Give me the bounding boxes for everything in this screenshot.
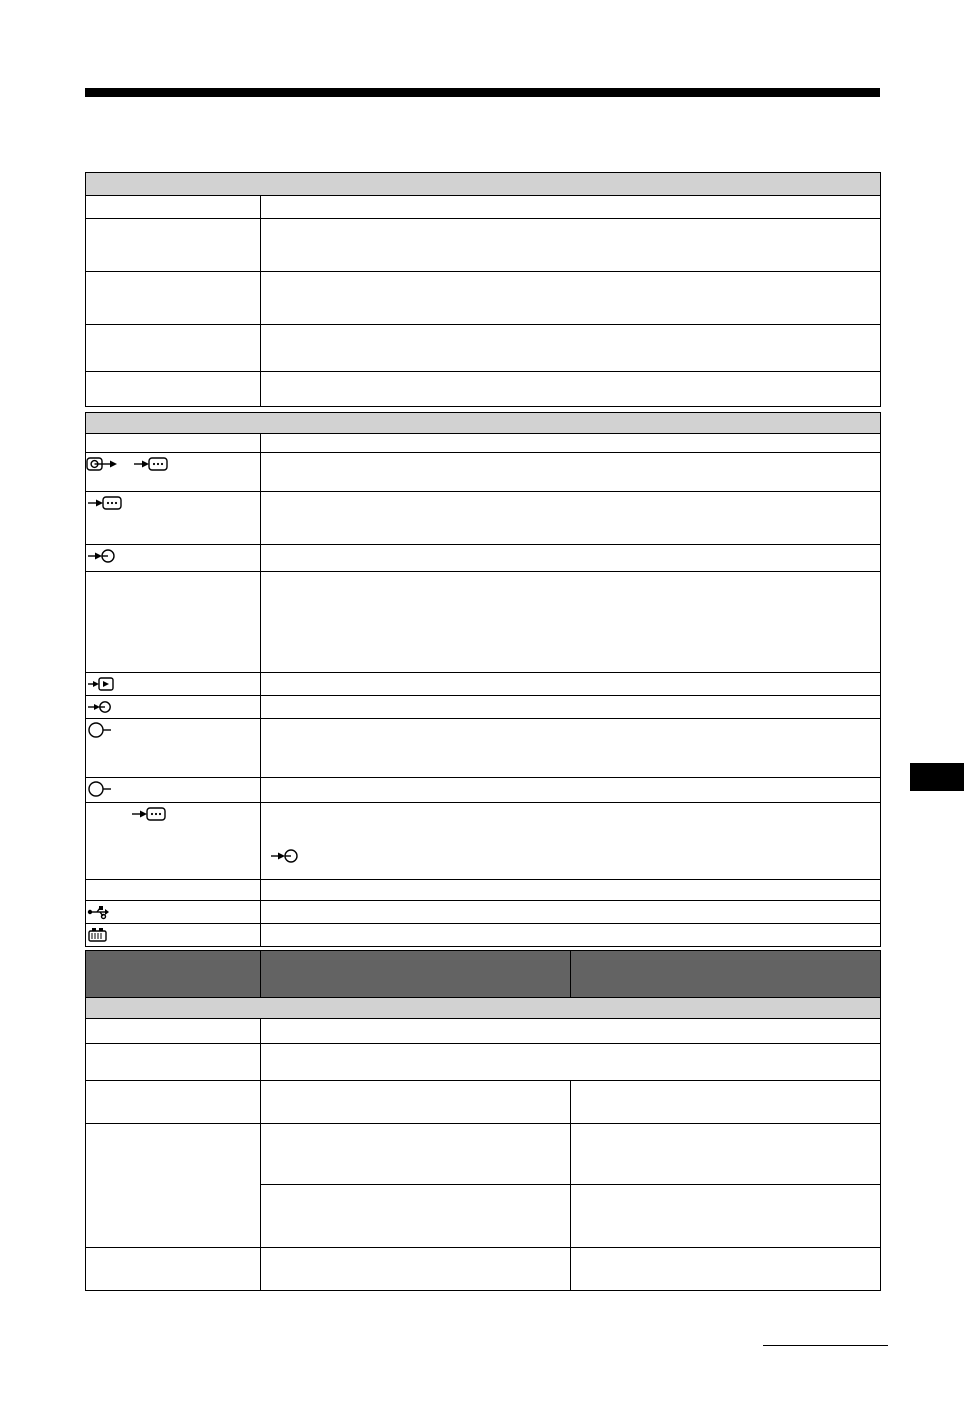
table-three-r3-col2	[571, 1124, 880, 1130]
page-header-rule	[85, 88, 880, 97]
usb-icon	[86, 904, 112, 920]
table-row	[86, 272, 881, 325]
specifications-table-two	[85, 412, 881, 947]
table-two-section-header	[86, 413, 881, 434]
table-row	[86, 719, 881, 778]
table-three-r4-col2	[571, 1185, 880, 1191]
table-one-r2-value	[261, 272, 880, 278]
page-edge-tab-marker	[910, 763, 964, 791]
table-three-r0-value	[261, 1019, 880, 1025]
table-three-r1-value	[261, 1044, 880, 1050]
table-three-r2-col1	[261, 1081, 570, 1087]
table-three-r0-label	[86, 1019, 260, 1025]
table-row	[86, 1081, 881, 1124]
arrow-out-of-socket-icon	[86, 455, 120, 473]
table-row	[86, 1124, 881, 1185]
table-one-r3-value	[261, 325, 880, 331]
table-row	[86, 196, 881, 219]
arrow-to-socket-icon	[132, 455, 172, 473]
icon-group-arrow-to-socket	[86, 492, 260, 514]
table-one-r1-value	[261, 219, 880, 225]
table-three-r1-label	[86, 1044, 260, 1050]
table-row	[86, 219, 881, 272]
table-one-r0-label	[86, 196, 260, 202]
table-row	[86, 1019, 881, 1044]
table-two-r9-value	[261, 803, 880, 809]
icon-group-arrow-to-plug-small	[86, 696, 260, 718]
table-two-r7-value	[261, 719, 880, 725]
icon-group-circle-dash	[86, 778, 260, 800]
table-two-section-header-text	[86, 413, 880, 419]
table-two-r0-value	[261, 434, 880, 440]
table-row	[86, 803, 881, 880]
specifications-table-three	[85, 950, 881, 1291]
table-two-r0-label	[86, 434, 260, 440]
table-one-section-header	[86, 173, 881, 196]
table-one-r1-label	[86, 219, 260, 225]
circle-dash-icon	[86, 780, 116, 798]
table-row	[86, 1248, 881, 1291]
table-three-group-label	[86, 1124, 260, 1130]
icon-group-usb	[86, 901, 260, 923]
icon-group-arrow-to-plug	[86, 545, 260, 567]
icon-group-indented-socket	[86, 803, 260, 825]
icon-group-arrow-to-socket-pair	[86, 453, 260, 475]
table-three-section-band-text	[86, 998, 880, 1004]
table-three-section-band	[86, 998, 881, 1019]
arrow-to-plug-icon	[86, 547, 120, 565]
icon-group-inline-plug	[269, 845, 303, 867]
table-one-r2-label	[86, 272, 260, 278]
table-row	[86, 434, 881, 453]
arrow-to-plug-icon	[269, 847, 303, 865]
table-three-r5-label	[86, 1248, 260, 1254]
icon-group-circle-dash-tall	[86, 719, 260, 741]
table-two-r4-value	[261, 572, 880, 578]
icon-group-battery	[86, 924, 260, 946]
arrow-to-boxed-plug-icon	[86, 676, 120, 692]
arrow-to-plug-small-icon	[86, 699, 120, 715]
table-three-header-col1	[261, 951, 570, 957]
table-two-r6-value	[261, 696, 880, 702]
table-one-r4-value	[261, 372, 880, 378]
circle-dash-icon	[86, 721, 116, 739]
table-three-r5-col2	[571, 1248, 880, 1254]
table-three-r3-sublabel	[261, 1124, 570, 1130]
table-row	[86, 1044, 881, 1081]
table-row	[86, 545, 881, 572]
table-three-header-row	[86, 951, 881, 998]
table-row	[86, 880, 881, 901]
table-row	[86, 492, 881, 545]
table-one-r0-value	[261, 196, 880, 202]
table-row	[86, 372, 881, 407]
table-one-r4-label	[86, 372, 260, 378]
table-two-r11-value	[261, 901, 880, 907]
table-three-header-col0	[86, 951, 260, 957]
table-one-r3-label	[86, 325, 260, 331]
table-three-r2-col2	[571, 1081, 880, 1087]
table-three-header-col2	[571, 951, 880, 957]
table-two-r12-value	[261, 924, 880, 930]
table-row	[86, 453, 881, 492]
battery-icon	[86, 926, 110, 944]
table-three-r2-label	[86, 1081, 260, 1087]
arrow-to-socket-icon	[86, 494, 126, 512]
table-row	[86, 778, 881, 803]
page-footer-rule	[763, 1345, 888, 1346]
table-row	[86, 696, 881, 719]
table-two-r1-value	[261, 453, 880, 459]
specifications-table-one	[85, 172, 881, 407]
table-row	[86, 673, 881, 696]
table-row	[86, 325, 881, 372]
table-row	[86, 901, 881, 924]
table-one-section-header-text	[86, 173, 880, 179]
icon-group-arrow-to-boxed-plug	[86, 673, 260, 695]
table-three-r4-sublabel	[261, 1185, 570, 1191]
table-two-r10-label	[86, 880, 260, 886]
table-two-r3-value	[261, 545, 880, 551]
table-two-r10-value	[261, 880, 880, 886]
table-row	[86, 572, 881, 673]
table-two-r4-label	[86, 572, 260, 578]
table-row	[86, 924, 881, 947]
table-two-r2-value	[261, 492, 880, 498]
table-two-r8-value	[261, 778, 880, 784]
table-two-r5-value	[261, 673, 880, 679]
arrow-to-socket-icon	[130, 805, 170, 823]
table-three-r5-col1	[261, 1248, 570, 1254]
